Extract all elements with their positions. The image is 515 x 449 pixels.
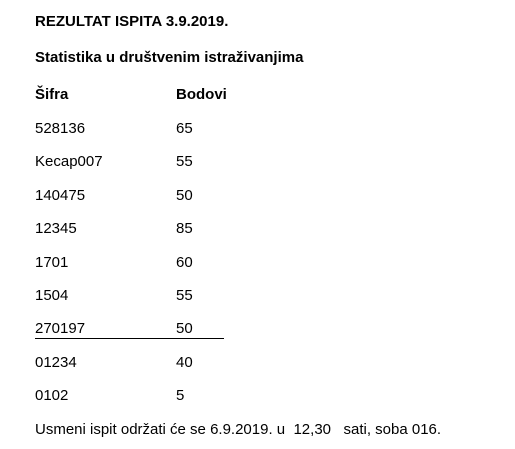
student-code: 1701 (35, 254, 69, 271)
student-code: 0102 (35, 387, 69, 404)
table-row (35, 187, 335, 207)
student-points: 50 (176, 187, 193, 204)
student-points: 60 (176, 254, 193, 271)
table-header (35, 86, 335, 106)
table-row (35, 120, 335, 140)
student-points: 40 (176, 354, 193, 371)
table-row (35, 320, 335, 340)
student-code: Kecap007 (35, 153, 103, 170)
table-row (35, 387, 335, 407)
student-points: 55 (176, 287, 193, 304)
column-header-code: Šifra (35, 86, 69, 103)
student-points: 55 (176, 153, 193, 170)
student-points: 50 (176, 320, 193, 337)
table-row (35, 220, 335, 240)
table-row (35, 254, 335, 274)
student-points: 65 (176, 120, 193, 137)
student-code: 1504 (35, 287, 69, 304)
student-code: 140475 (35, 187, 86, 204)
column-header-points: Bodovi (176, 86, 227, 103)
student-code: 528136 (35, 120, 86, 137)
student-points: 5 (176, 387, 185, 404)
pass-threshold-line (35, 338, 224, 339)
table-row (35, 287, 335, 307)
oral-exam-notice-text: Usmeni ispit održati će se 6.9.2019. u 12,30 sati, soba 016. (35, 421, 442, 438)
table-row (35, 354, 335, 374)
table-row (35, 153, 335, 173)
document-title: REZULTAT ISPITA 3.9.2019. (35, 13, 229, 30)
student-code: 12345 (35, 220, 77, 237)
course-subtitle: Statistika u društvenim istraživanjima (35, 49, 304, 66)
student-points: 85 (176, 220, 193, 237)
student-code: 270197 (35, 320, 86, 337)
oral-exam-notice (35, 421, 441, 439)
student-code: 01234 (35, 354, 77, 371)
